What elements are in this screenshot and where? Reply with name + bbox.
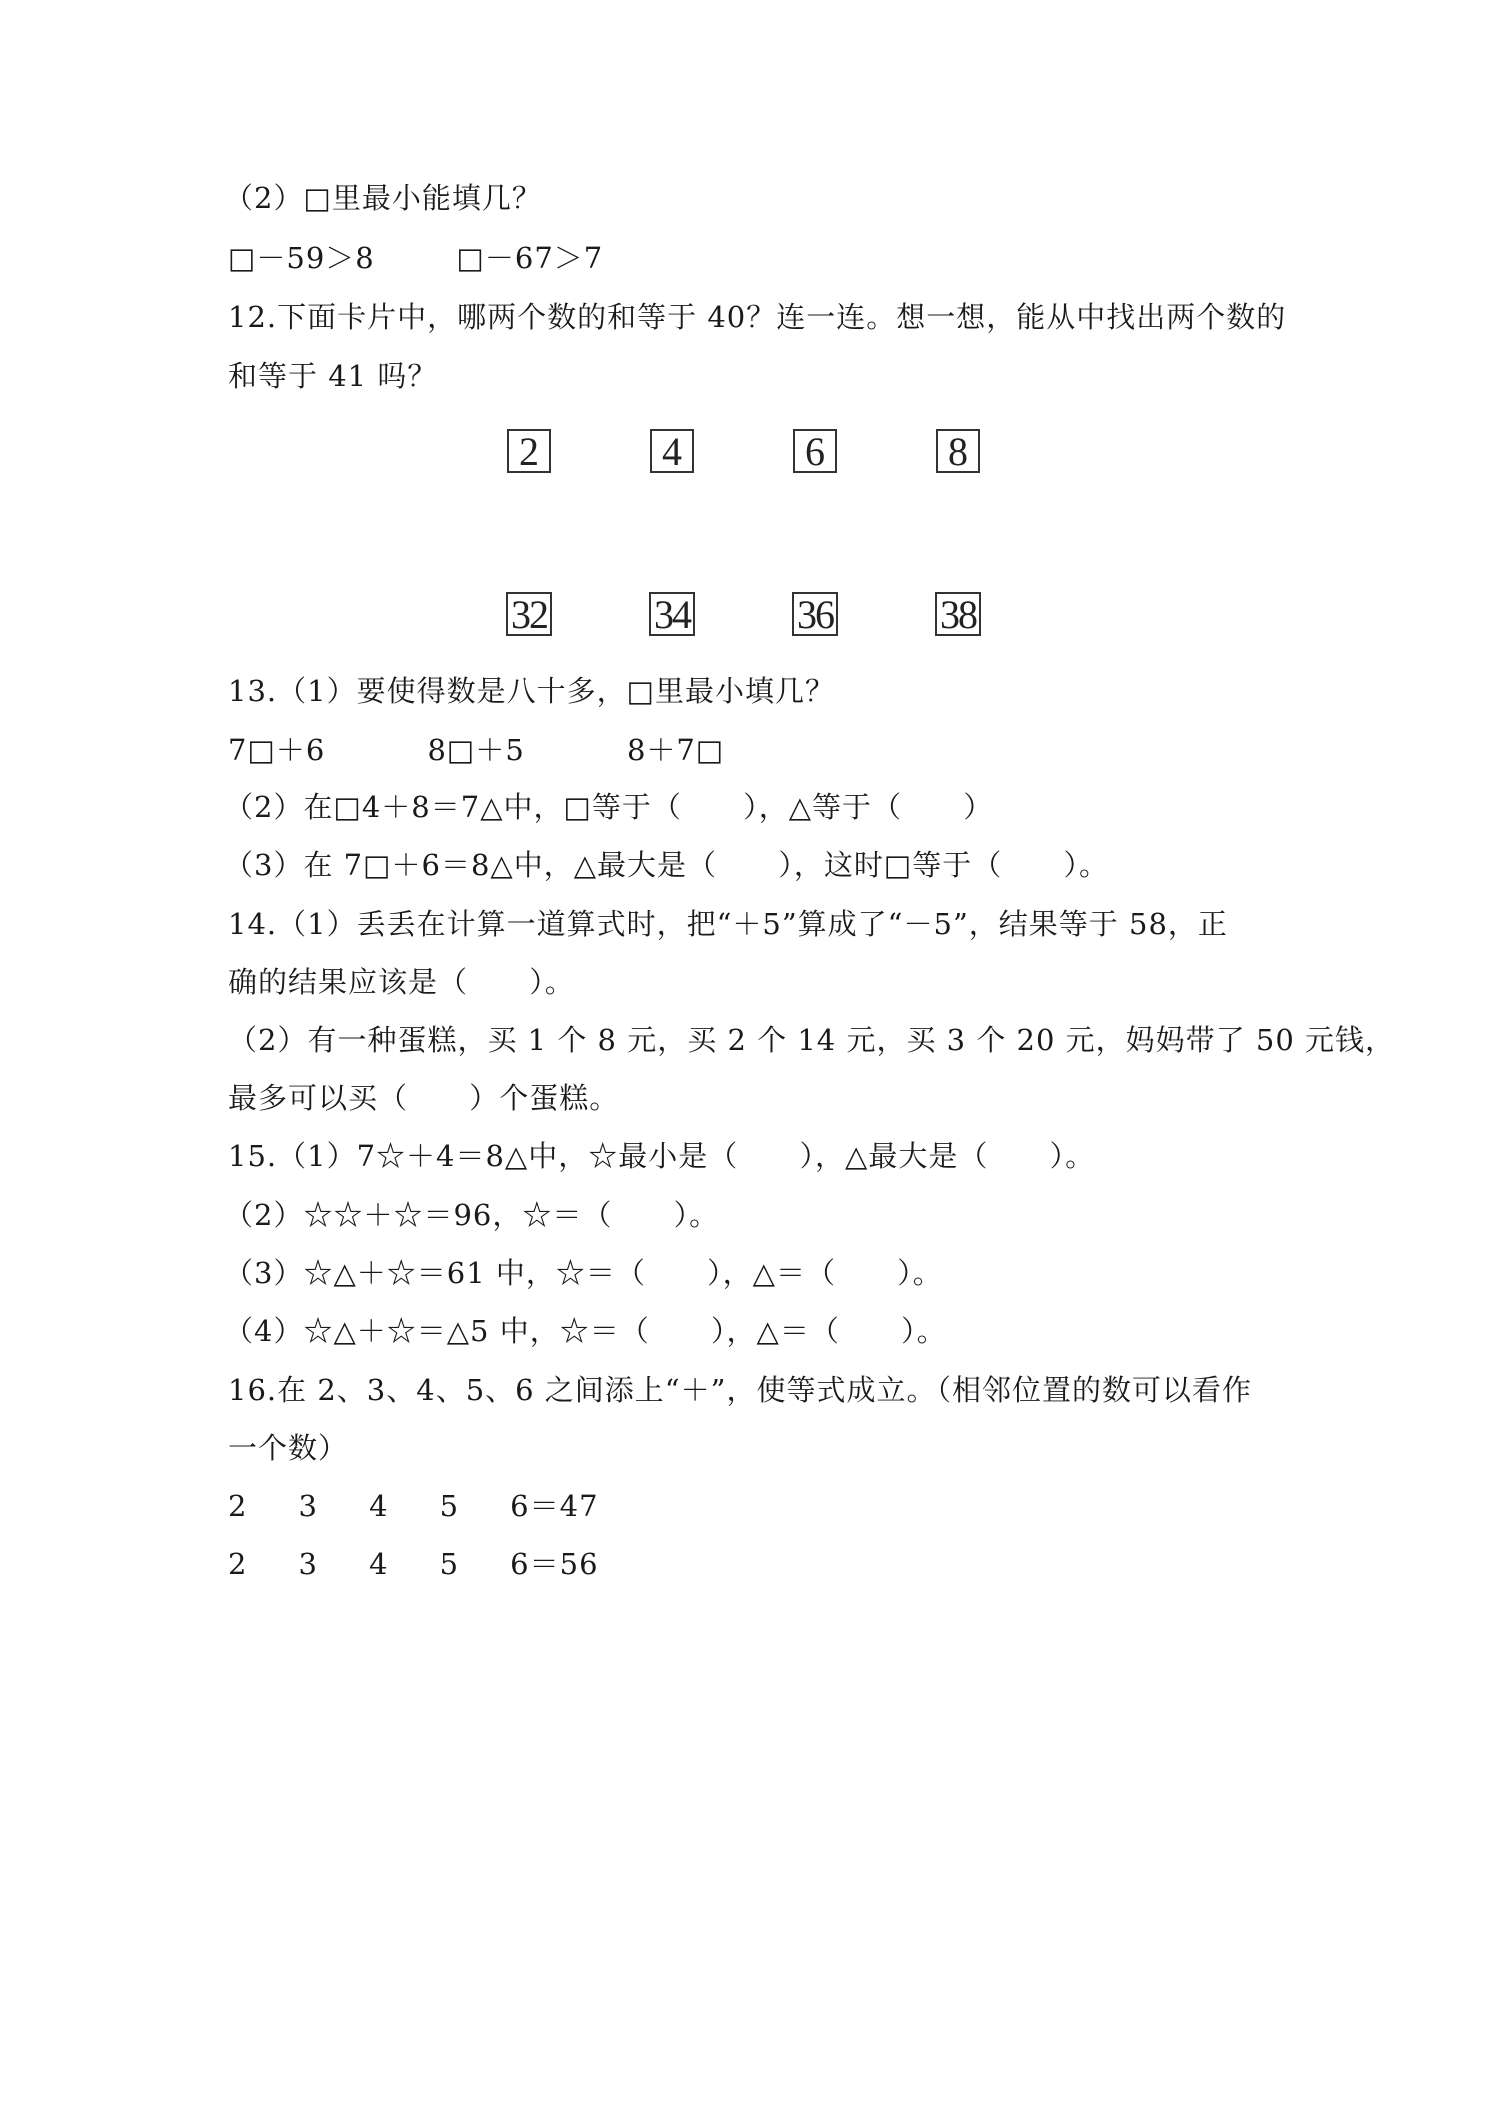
q16-equation-2: 2 3 4 5 6＝56 [228,1547,599,1581]
q14-part1-line2: 确的结果应该是（ ）。 [228,965,575,999]
q14-part2-line2: 最多可以买（ ）个蛋糕。 [228,1081,620,1115]
q11-part2-prompt: （2）□里最小能填几？ [224,181,542,215]
q15-part4: （4）☆△＋☆＝△5 中，☆＝（ ），△＝（ ）。 [224,1314,947,1348]
q13-part1-prompt: 13.（1）要使得数是八十多，□里最小填几？ [228,674,835,708]
number-card-36: 36 [792,592,838,636]
q15-part3: （3）☆△＋☆＝61 中，☆＝（ ），△＝（ ）。 [224,1256,943,1290]
q16-equation-1: 2 3 4 5 6＝47 [228,1489,599,1523]
q16-prompt-line2: 一个数） [228,1431,349,1465]
number-card-4: 4 [650,429,694,473]
number-card-32: 32 [506,592,552,636]
q13-part2: （2）在□4＋8＝7△中，□等于（ ），△等于（ ） [224,790,994,824]
number-card-38: 38 [935,592,981,636]
q14-part2-line1: （2）有一种蛋糕，买 1 个 8 元，买 2 个 14 元，买 3 个 20 元，妈妈带了 50 元钱， [228,1023,1396,1057]
number-card-34: 34 [649,592,695,636]
q13-part1-expressions: 7□＋6 8□＋5 8＋7□ [228,733,725,767]
q12-prompt-line1: 12.下面卡片中，哪两个数的和等于 40？连一连。想一想，能从中找出两个数的 [228,300,1287,334]
q15-part2: （2）☆☆＋☆＝96，☆＝（ ）。 [224,1198,720,1232]
q13-part3: （3）在 7□＋6＝8△中，△最大是（ ），这时□等于（ ）。 [224,848,1110,882]
q15-part1: 15.（1）7☆＋4＝8△中，☆最小是（ ），△最大是（ ）。 [228,1139,1096,1173]
q14-part1-line1: 14.（1）丢丢在计算一道算式时，把“＋5”算成了“－5”，结果等于 58，正 [228,907,1228,941]
number-card-8: 8 [936,429,980,473]
number-card-2: 2 [507,429,551,473]
q16-prompt-line1: 16.在 2、3、4、5、6 之间添上“＋”，使等式成立。（相邻位置的数可以看作 [228,1373,1252,1407]
number-card-6: 6 [793,429,837,473]
q11-part2-inequalities: □－59＞8 □－67＞7 [228,241,604,275]
q12-prompt-line2: 和等于 41 吗？ [228,359,438,393]
